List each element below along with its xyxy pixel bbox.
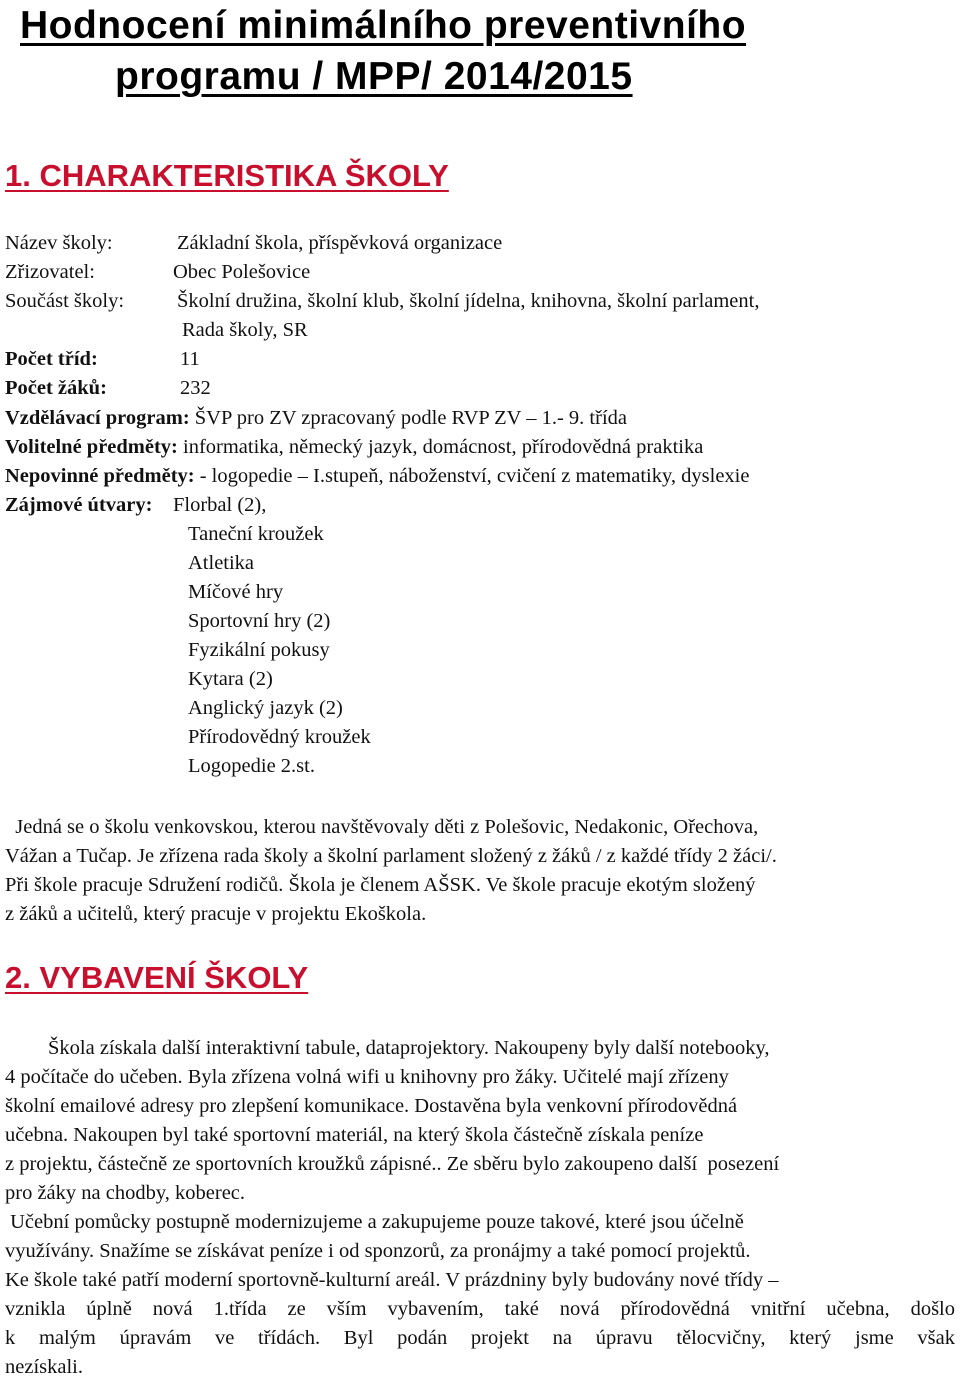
school-parts-value-line1: Školní družina, školní klub, školní jídelna, knihovna, školní parlament, <box>177 290 760 312</box>
education-program-value: ŠVP pro ZV zpracovaný podle RVP ZV – 1.- 9. třída <box>194 407 628 429</box>
school-name-value: Základní škola, příspěvková organizace <box>177 232 503 254</box>
paragraph-line: Jedná se o školu venkovskou, kterou navštěvovaly děti z Polešovic, Nedakonic, Ořechova, <box>5 816 759 838</box>
interest-group-item: Florbal (2), <box>173 494 267 516</box>
classes-count-label: Počet tříd: <box>5 348 98 370</box>
paragraph-line: učebna. Nakoupen byl také sportovní materiál, na který škola částečně získala peníze <box>5 1124 704 1146</box>
paragraph-line: využívány. Snažíme se získávat peníze i od sponzorů, za pronájmy a také pomocí projektů. <box>5 1240 751 1262</box>
school-parts-label: Součást školy: <box>5 290 125 312</box>
document-title-line2: programu / MPP/ 2014/2015 <box>115 55 633 98</box>
interest-group-item: Atletika <box>188 552 255 574</box>
paragraph-line: z žáků a učitelů, který pracuje v projektu Ekoškola. <box>5 903 427 925</box>
elective-subjects-label: Volitelné předměty: <box>5 436 178 458</box>
paragraph-line: k malým úpravám ve třídách. Byl podán projekt na úpravu tělocvičny, který jsme však <box>5 1327 955 1349</box>
optional-subjects-label: Nepovinné předměty: <box>5 465 195 487</box>
pupils-count-value: 232 <box>180 377 211 399</box>
pupils-count-label: Počet žáků: <box>5 377 107 399</box>
school-name-label: Název školy: <box>5 232 113 254</box>
section-heading-characteristics: 1. CHARAKTERISTIKA ŠKOLY <box>5 158 449 193</box>
classes-count-value: 11 <box>180 348 200 370</box>
paragraph-line: nezískali. <box>5 1356 83 1378</box>
paragraph-line: Učební pomůcky postupně modernizujeme a zakupujeme pouze takové, které jsou účelně <box>5 1211 744 1233</box>
interest-group-item: Logopedie 2.st. <box>188 755 315 777</box>
paragraph-line: pro žáky na chodby, koberec. <box>5 1182 246 1204</box>
paragraph-line: Ke škole také patří moderní sportovně-kulturní areál. V prázdniny byly budovány nové třídy – <box>5 1269 779 1291</box>
interest-group-item: Přírodovědný kroužek <box>188 726 371 748</box>
paragraph-line: vznikla úplně nová 1.třída ze vším vybavením, také nová přírodovědná vnitřní učebna, došlo <box>5 1298 955 1320</box>
founder-label: Zřizovatel: <box>5 261 95 283</box>
document-title-line1: Hodnocení minimálního preventivního <box>20 4 747 47</box>
interest-group-item: Anglický jazyk (2) <box>188 697 343 719</box>
paragraph-line: školní emailové adresy pro zlepšení komunikace. Dostavěna byla venkovní přírodovědná <box>5 1095 738 1117</box>
paragraph-line: Škola získala další interaktivní tabule, dataprojektory. Nakoupeny byly další notebooky, <box>48 1037 770 1059</box>
school-parts-value-line2: Rada školy, SR <box>182 319 308 341</box>
paragraph-line: Vážan a Tučap. Je zřízena rada školy a školní parlament složený z žáků / z každé třídy 2 žáci/. <box>5 845 777 867</box>
optional-subjects-row <box>5 466 749 487</box>
elective-subjects-value: informatika, německý jazyk, domácnost, přírodovědná praktika <box>183 436 704 458</box>
interest-group-item: Fyzikální pokusy <box>188 639 330 661</box>
founder-value: Obec Polešovice <box>173 261 311 283</box>
paragraph-line: Při škole pracuje Sdružení rodičů. Škola je členem AŠSK. Ve škole pracuje ekotým složený <box>5 874 756 896</box>
interest-groups-label: Zájmové útvary: <box>5 494 153 516</box>
section-heading-equipment: 2. VYBAVENÍ ŠKOLY <box>5 960 309 995</box>
interest-group-item: Sportovní hry (2) <box>188 610 331 632</box>
interest-group-item: Kytara (2) <box>188 668 273 690</box>
education-program-row <box>5 408 627 429</box>
interest-group-item: Míčové hry <box>188 581 284 603</box>
interest-group-item: Taneční kroužek <box>188 523 324 545</box>
education-program-label: Vzdělávací program: <box>5 407 190 429</box>
paragraph-line: 4 počítače do učeben. Byla zřízena volná wifi u knihovny pro žáky. Učitelé mají zřízeny <box>5 1066 729 1088</box>
paragraph-line: z projektu, částečně ze sportovních kroužků zápisné.. Ze sběru bylo zakoupeno další posezení <box>5 1153 780 1175</box>
optional-subjects-value: - logopedie – I.stupeň, náboženství, cvičení z matematiky, dyslexie <box>199 465 750 487</box>
elective-subjects-row <box>5 437 703 458</box>
